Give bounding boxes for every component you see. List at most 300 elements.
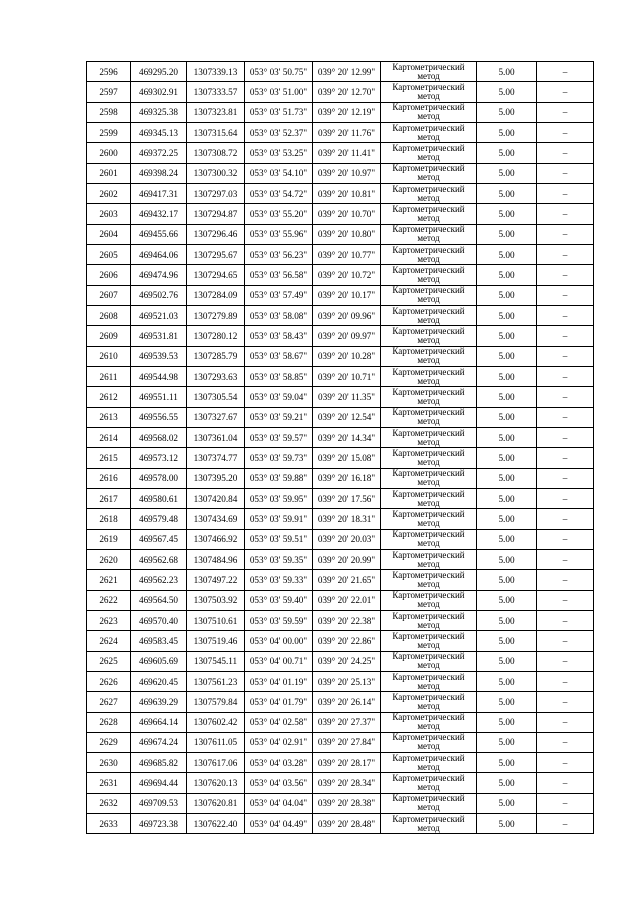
point-number-cell: 2598 [87, 102, 131, 122]
x-coordinate-cell: 469455.66 [131, 224, 187, 244]
table-row [87, 204, 594, 224]
method-cell [381, 712, 477, 732]
table-row [87, 285, 594, 305]
y-coordinate-cell: 1307285.79 [187, 346, 245, 366]
precision-cell: 5.00 [477, 488, 537, 508]
y-coordinate-cell: 1307323.81 [187, 102, 245, 122]
table-row [87, 224, 594, 244]
method-line-1: Картометрический [392, 325, 465, 336]
method-line-2: метод [417, 660, 440, 671]
precision-cell: 5.00 [477, 590, 537, 610]
point-number-cell: 2626 [87, 671, 131, 691]
method-line-1: Картометрический [392, 407, 465, 418]
point-number-cell: 2610 [87, 346, 131, 366]
note-cell: – [537, 509, 594, 529]
y-coordinate-cell: 1307395.20 [187, 468, 245, 488]
method-cell [381, 570, 477, 590]
method-line-1: Картометрический [392, 773, 465, 784]
longitude-cell: 039° 20' 12.19" [313, 102, 381, 122]
table-row [87, 62, 594, 82]
method-line-1: Картометрический [392, 447, 465, 458]
method-cell [381, 610, 477, 630]
note-cell: – [537, 773, 594, 793]
precision-cell: 5.00 [477, 671, 537, 691]
method-line-2: метод [417, 151, 440, 162]
latitude-cell: 053° 03' 58.85" [245, 366, 313, 386]
note-cell: – [537, 570, 594, 590]
latitude-cell: 053° 03' 51.00" [245, 82, 313, 102]
point-number-cell: 2614 [87, 427, 131, 447]
longitude-cell: 039° 20' 12.70" [313, 82, 381, 102]
longitude-cell: 039° 20' 28.48" [313, 814, 381, 834]
method-line-1: Картометрический [392, 163, 465, 174]
method-line-2: метод [417, 395, 440, 406]
y-coordinate-cell: 1307361.04 [187, 427, 245, 447]
note-cell: – [537, 143, 594, 163]
method-line-1: Картометрический [392, 529, 465, 540]
note-cell: – [537, 814, 594, 834]
latitude-cell: 053° 03' 58.67" [245, 346, 313, 366]
method-line-2: метод [417, 334, 440, 345]
y-coordinate-cell: 1307280.12 [187, 326, 245, 346]
method-cell [381, 163, 477, 183]
note-cell: – [537, 407, 594, 427]
point-number-cell: 2617 [87, 488, 131, 508]
precision-cell: 5.00 [477, 773, 537, 793]
x-coordinate-cell: 469464.06 [131, 244, 187, 264]
table-row [87, 610, 594, 630]
method-cell [381, 407, 477, 427]
table-row [87, 366, 594, 386]
method-cell [381, 346, 477, 366]
x-coordinate-cell: 469562.23 [131, 570, 187, 590]
table-row [87, 102, 594, 122]
method-line-2: метод [417, 233, 440, 244]
y-coordinate-cell: 1307510.61 [187, 610, 245, 630]
method-line-1: Картометрический [392, 630, 465, 641]
precision-cell: 5.00 [477, 82, 537, 102]
y-coordinate-cell: 1307420.84 [187, 488, 245, 508]
precision-cell: 5.00 [477, 631, 537, 651]
x-coordinate-cell: 469562.68 [131, 549, 187, 569]
latitude-cell: 053° 04' 00.00" [245, 631, 313, 651]
point-number-cell: 2624 [87, 631, 131, 651]
note-cell: – [537, 590, 594, 610]
y-coordinate-cell: 1307611.05 [187, 732, 245, 752]
table-row [87, 753, 594, 773]
longitude-cell: 039° 20' 25.13" [313, 671, 381, 691]
precision-cell: 5.00 [477, 427, 537, 447]
method-line-2: метод [417, 558, 440, 569]
point-number-cell: 2602 [87, 183, 131, 203]
method-cell [381, 448, 477, 468]
precision-cell: 5.00 [477, 265, 537, 285]
table-row [87, 549, 594, 569]
method-cell [381, 814, 477, 834]
method-cell [381, 122, 477, 142]
y-coordinate-cell: 1307519.46 [187, 631, 245, 651]
precision-cell: 5.00 [477, 712, 537, 732]
method-line-2: метод [417, 375, 440, 386]
table-row [87, 732, 594, 752]
method-line-1: Картометрический [392, 386, 465, 397]
y-coordinate-cell: 1307466.92 [187, 529, 245, 549]
note-cell: – [537, 387, 594, 407]
y-coordinate-cell: 1307284.09 [187, 285, 245, 305]
precision-cell: 5.00 [477, 122, 537, 142]
latitude-cell: 053° 03' 59.35" [245, 549, 313, 569]
longitude-cell: 039° 20' 28.38" [313, 793, 381, 813]
note-cell: – [537, 753, 594, 773]
x-coordinate-cell: 469583.45 [131, 631, 187, 651]
note-cell: – [537, 549, 594, 569]
note-cell: – [537, 244, 594, 264]
note-cell: – [537, 305, 594, 325]
method-line-2: метод [417, 822, 440, 833]
x-coordinate-cell: 469502.76 [131, 285, 187, 305]
method-cell [381, 773, 477, 793]
method-cell [381, 366, 477, 386]
x-coordinate-cell: 469567.45 [131, 529, 187, 549]
method-cell [381, 244, 477, 264]
method-line-2: метод [417, 355, 440, 366]
method-line-2: метод [417, 517, 440, 528]
x-coordinate-cell: 469694.44 [131, 773, 187, 793]
note-cell: – [537, 732, 594, 752]
method-line-1: Картометрический [392, 366, 465, 377]
method-line-2: метод [417, 497, 440, 508]
method-line-1: Картометрический [392, 671, 465, 682]
point-number-cell: 2630 [87, 753, 131, 773]
precision-cell: 5.00 [477, 387, 537, 407]
x-coordinate-cell: 469723.38 [131, 814, 187, 834]
latitude-cell: 053° 04' 02.91" [245, 732, 313, 752]
precision-cell: 5.00 [477, 814, 537, 834]
point-number-cell: 2611 [87, 366, 131, 386]
point-number-cell: 2625 [87, 651, 131, 671]
y-coordinate-cell: 1307497.22 [187, 570, 245, 590]
table-row [87, 529, 594, 549]
x-coordinate-cell: 469521.03 [131, 305, 187, 325]
method-line-2: метод [417, 294, 440, 305]
latitude-cell: 053° 03' 54.72" [245, 183, 313, 203]
longitude-cell: 039° 20' 10.71" [313, 366, 381, 386]
method-line-2: метод [417, 599, 440, 610]
method-cell [381, 82, 477, 102]
table-row [87, 570, 594, 590]
longitude-cell: 039° 20' 26.14" [313, 692, 381, 712]
x-coordinate-cell: 469564.50 [131, 590, 187, 610]
method-cell [381, 265, 477, 285]
latitude-cell: 053° 04' 02.58" [245, 712, 313, 732]
note-cell: – [537, 366, 594, 386]
table-row [87, 773, 594, 793]
method-cell [381, 143, 477, 163]
latitude-cell: 053° 04' 03.28" [245, 753, 313, 773]
point-number-cell: 2616 [87, 468, 131, 488]
method-line-1: Картометрический [392, 508, 465, 519]
precision-cell: 5.00 [477, 651, 537, 671]
x-coordinate-cell: 469674.24 [131, 732, 187, 752]
x-coordinate-cell: 469578.00 [131, 468, 187, 488]
note-cell: – [537, 265, 594, 285]
method-line-2: метод [417, 253, 440, 264]
y-coordinate-cell: 1307327.67 [187, 407, 245, 427]
method-line-2: метод [417, 90, 440, 101]
longitude-cell: 039° 20' 20.99" [313, 549, 381, 569]
note-cell: – [537, 448, 594, 468]
x-coordinate-cell: 469325.38 [131, 102, 187, 122]
method-line-2: метод [417, 680, 440, 691]
y-coordinate-cell: 1307294.87 [187, 204, 245, 224]
point-number-cell: 2631 [87, 773, 131, 793]
y-coordinate-cell: 1307579.84 [187, 692, 245, 712]
method-line-2: метод [417, 131, 440, 142]
method-cell [381, 62, 477, 82]
table-row [87, 712, 594, 732]
y-coordinate-cell: 1307545.11 [187, 651, 245, 671]
method-cell [381, 529, 477, 549]
table-row [87, 814, 594, 834]
method-line-1: Картометрический [392, 569, 465, 580]
x-coordinate-cell: 469685.82 [131, 753, 187, 773]
latitude-cell: 053° 03' 51.73" [245, 102, 313, 122]
note-cell: – [537, 102, 594, 122]
longitude-cell: 039° 20' 20.03" [313, 529, 381, 549]
point-number-cell: 2607 [87, 285, 131, 305]
y-coordinate-cell: 1307295.67 [187, 244, 245, 264]
precision-cell: 5.00 [477, 143, 537, 163]
precision-cell: 5.00 [477, 732, 537, 752]
point-number-cell: 2621 [87, 570, 131, 590]
x-coordinate-cell: 469570.40 [131, 610, 187, 630]
note-cell: – [537, 692, 594, 712]
point-number-cell: 2596 [87, 62, 131, 82]
precision-cell: 5.00 [477, 793, 537, 813]
table-row [87, 427, 594, 447]
longitude-cell: 039° 20' 15.08" [313, 448, 381, 468]
method-cell [381, 387, 477, 407]
method-line-1: Картометрический [392, 712, 465, 723]
longitude-cell: 039° 20' 17.56" [313, 488, 381, 508]
x-coordinate-cell: 469345.13 [131, 122, 187, 142]
y-coordinate-cell: 1307333.57 [187, 82, 245, 102]
note-cell: – [537, 712, 594, 732]
longitude-cell: 039° 20' 18.31" [313, 509, 381, 529]
method-line-1: Картометрический [392, 590, 465, 601]
method-line-2: метод [417, 192, 440, 203]
longitude-cell: 039° 20' 10.28" [313, 346, 381, 366]
method-line-1: Картометрический [392, 813, 465, 824]
method-line-1: Картометрический [392, 610, 465, 621]
longitude-cell: 039° 20' 10.97" [313, 163, 381, 183]
latitude-cell: 053° 03' 53.25" [245, 143, 313, 163]
method-line-1: Картометрический [392, 691, 465, 702]
latitude-cell: 053° 04' 04.04" [245, 793, 313, 813]
method-line-1: Картометрический [392, 264, 465, 275]
note-cell: – [537, 183, 594, 203]
latitude-cell: 053° 03' 59.33" [245, 570, 313, 590]
table-row [87, 265, 594, 285]
latitude-cell: 053° 04' 03.56" [245, 773, 313, 793]
longitude-cell: 039° 20' 11.41" [313, 143, 381, 163]
table-row [87, 631, 594, 651]
point-number-cell: 2601 [87, 163, 131, 183]
method-cell [381, 468, 477, 488]
method-line-2: метод [417, 436, 440, 447]
method-line-2: метод [417, 314, 440, 325]
table-row [87, 346, 594, 366]
x-coordinate-cell: 469568.02 [131, 427, 187, 447]
method-line-1: Картометрический [392, 468, 465, 479]
table-row [87, 692, 594, 712]
point-number-cell: 2603 [87, 204, 131, 224]
method-cell [381, 204, 477, 224]
precision-cell: 5.00 [477, 224, 537, 244]
method-cell [381, 793, 477, 813]
precision-cell: 5.00 [477, 163, 537, 183]
point-number-cell: 2619 [87, 529, 131, 549]
table-row [87, 82, 594, 102]
x-coordinate-cell: 469579.48 [131, 509, 187, 529]
method-cell [381, 671, 477, 691]
longitude-cell: 039° 20' 12.99" [313, 62, 381, 82]
latitude-cell: 053° 03' 59.73" [245, 448, 313, 468]
x-coordinate-cell: 469417.31 [131, 183, 187, 203]
table-row [87, 468, 594, 488]
latitude-cell: 053° 03' 56.58" [245, 265, 313, 285]
method-line-1: Картометрический [392, 305, 465, 316]
method-cell [381, 183, 477, 203]
method-line-1: Картометрический [392, 61, 465, 72]
x-coordinate-cell: 469372.25 [131, 143, 187, 163]
note-cell: – [537, 671, 594, 691]
latitude-cell: 053° 03' 55.96" [245, 224, 313, 244]
longitude-cell: 039° 20' 09.97" [313, 326, 381, 346]
x-coordinate-cell: 469620.45 [131, 671, 187, 691]
latitude-cell: 053° 03' 59.59" [245, 610, 313, 630]
precision-cell: 5.00 [477, 62, 537, 82]
note-cell: – [537, 793, 594, 813]
method-line-2: метод [417, 477, 440, 488]
y-coordinate-cell: 1307620.81 [187, 793, 245, 813]
longitude-cell: 039° 20' 27.37" [313, 712, 381, 732]
latitude-cell: 053° 03' 50.75" [245, 62, 313, 82]
latitude-cell: 053° 03' 59.21" [245, 407, 313, 427]
y-coordinate-cell: 1307305.54 [187, 387, 245, 407]
y-coordinate-cell: 1307484.96 [187, 549, 245, 569]
precision-cell: 5.00 [477, 570, 537, 590]
y-coordinate-cell: 1307602.42 [187, 712, 245, 732]
method-cell [381, 692, 477, 712]
precision-cell: 5.00 [477, 692, 537, 712]
x-coordinate-cell: 469531.81 [131, 326, 187, 346]
note-cell: – [537, 122, 594, 142]
method-line-2: метод [417, 639, 440, 650]
longitude-cell: 039° 20' 10.77" [313, 244, 381, 264]
coordinates-table [86, 61, 594, 834]
point-number-cell: 2597 [87, 82, 131, 102]
method-line-2: метод [417, 172, 440, 183]
latitude-cell: 053° 03' 59.51" [245, 529, 313, 549]
y-coordinate-cell: 1307503.92 [187, 590, 245, 610]
point-number-cell: 2620 [87, 549, 131, 569]
method-line-2: метод [417, 782, 440, 793]
y-coordinate-cell: 1307622.40 [187, 814, 245, 834]
table-row [87, 183, 594, 203]
table-row [87, 244, 594, 264]
method-line-2: метод [417, 416, 440, 427]
point-number-cell: 2632 [87, 793, 131, 813]
method-line-1: Картометрический [392, 651, 465, 662]
y-coordinate-cell: 1307279.89 [187, 305, 245, 325]
method-line-2: метод [417, 700, 440, 711]
precision-cell: 5.00 [477, 529, 537, 549]
table-row [87, 651, 594, 671]
method-line-1: Картометрический [392, 224, 465, 235]
y-coordinate-cell: 1307561.23 [187, 671, 245, 691]
latitude-cell: 053° 03' 54.10" [245, 163, 313, 183]
latitude-cell: 053° 03' 58.08" [245, 305, 313, 325]
precision-cell: 5.00 [477, 346, 537, 366]
y-coordinate-cell: 1307293.63 [187, 366, 245, 386]
method-cell [381, 427, 477, 447]
y-coordinate-cell: 1307434.69 [187, 509, 245, 529]
latitude-cell: 053° 03' 57.49" [245, 285, 313, 305]
y-coordinate-cell: 1307374.77 [187, 448, 245, 468]
x-coordinate-cell: 469544.98 [131, 366, 187, 386]
precision-cell: 5.00 [477, 305, 537, 325]
table-row [87, 326, 594, 346]
method-cell [381, 631, 477, 651]
precision-cell: 5.00 [477, 285, 537, 305]
longitude-cell: 039° 20' 22.01" [313, 590, 381, 610]
method-line-2: метод [417, 538, 440, 549]
method-line-1: Картометрический [392, 732, 465, 743]
longitude-cell: 039° 20' 09.96" [313, 305, 381, 325]
method-line-2: метод [417, 721, 440, 732]
point-number-cell: 2618 [87, 509, 131, 529]
y-coordinate-cell: 1307300.32 [187, 163, 245, 183]
method-cell [381, 305, 477, 325]
method-line-1: Картометрический [392, 102, 465, 113]
method-line-2: метод [417, 212, 440, 223]
x-coordinate-cell: 469398.24 [131, 163, 187, 183]
latitude-cell: 053° 03' 55.20" [245, 204, 313, 224]
longitude-cell: 039° 20' 27.84" [313, 732, 381, 752]
method-line-1: Картометрический [392, 142, 465, 153]
method-cell [381, 488, 477, 508]
latitude-cell: 053° 03' 58.43" [245, 326, 313, 346]
y-coordinate-cell: 1307620.13 [187, 773, 245, 793]
x-coordinate-cell: 469539.53 [131, 346, 187, 366]
point-number-cell: 2606 [87, 265, 131, 285]
latitude-cell: 053° 03' 56.23" [245, 244, 313, 264]
note-cell: – [537, 346, 594, 366]
precision-cell: 5.00 [477, 183, 537, 203]
note-cell: – [537, 529, 594, 549]
point-number-cell: 2629 [87, 732, 131, 752]
note-cell: – [537, 163, 594, 183]
point-number-cell: 2599 [87, 122, 131, 142]
longitude-cell: 039° 20' 14.34" [313, 427, 381, 447]
longitude-cell: 039° 20' 11.35" [313, 387, 381, 407]
latitude-cell: 053° 03' 59.95" [245, 488, 313, 508]
method-line-2: метод [417, 70, 440, 81]
method-line-1: Картометрический [392, 793, 465, 804]
y-coordinate-cell: 1307297.03 [187, 183, 245, 203]
point-number-cell: 2627 [87, 692, 131, 712]
